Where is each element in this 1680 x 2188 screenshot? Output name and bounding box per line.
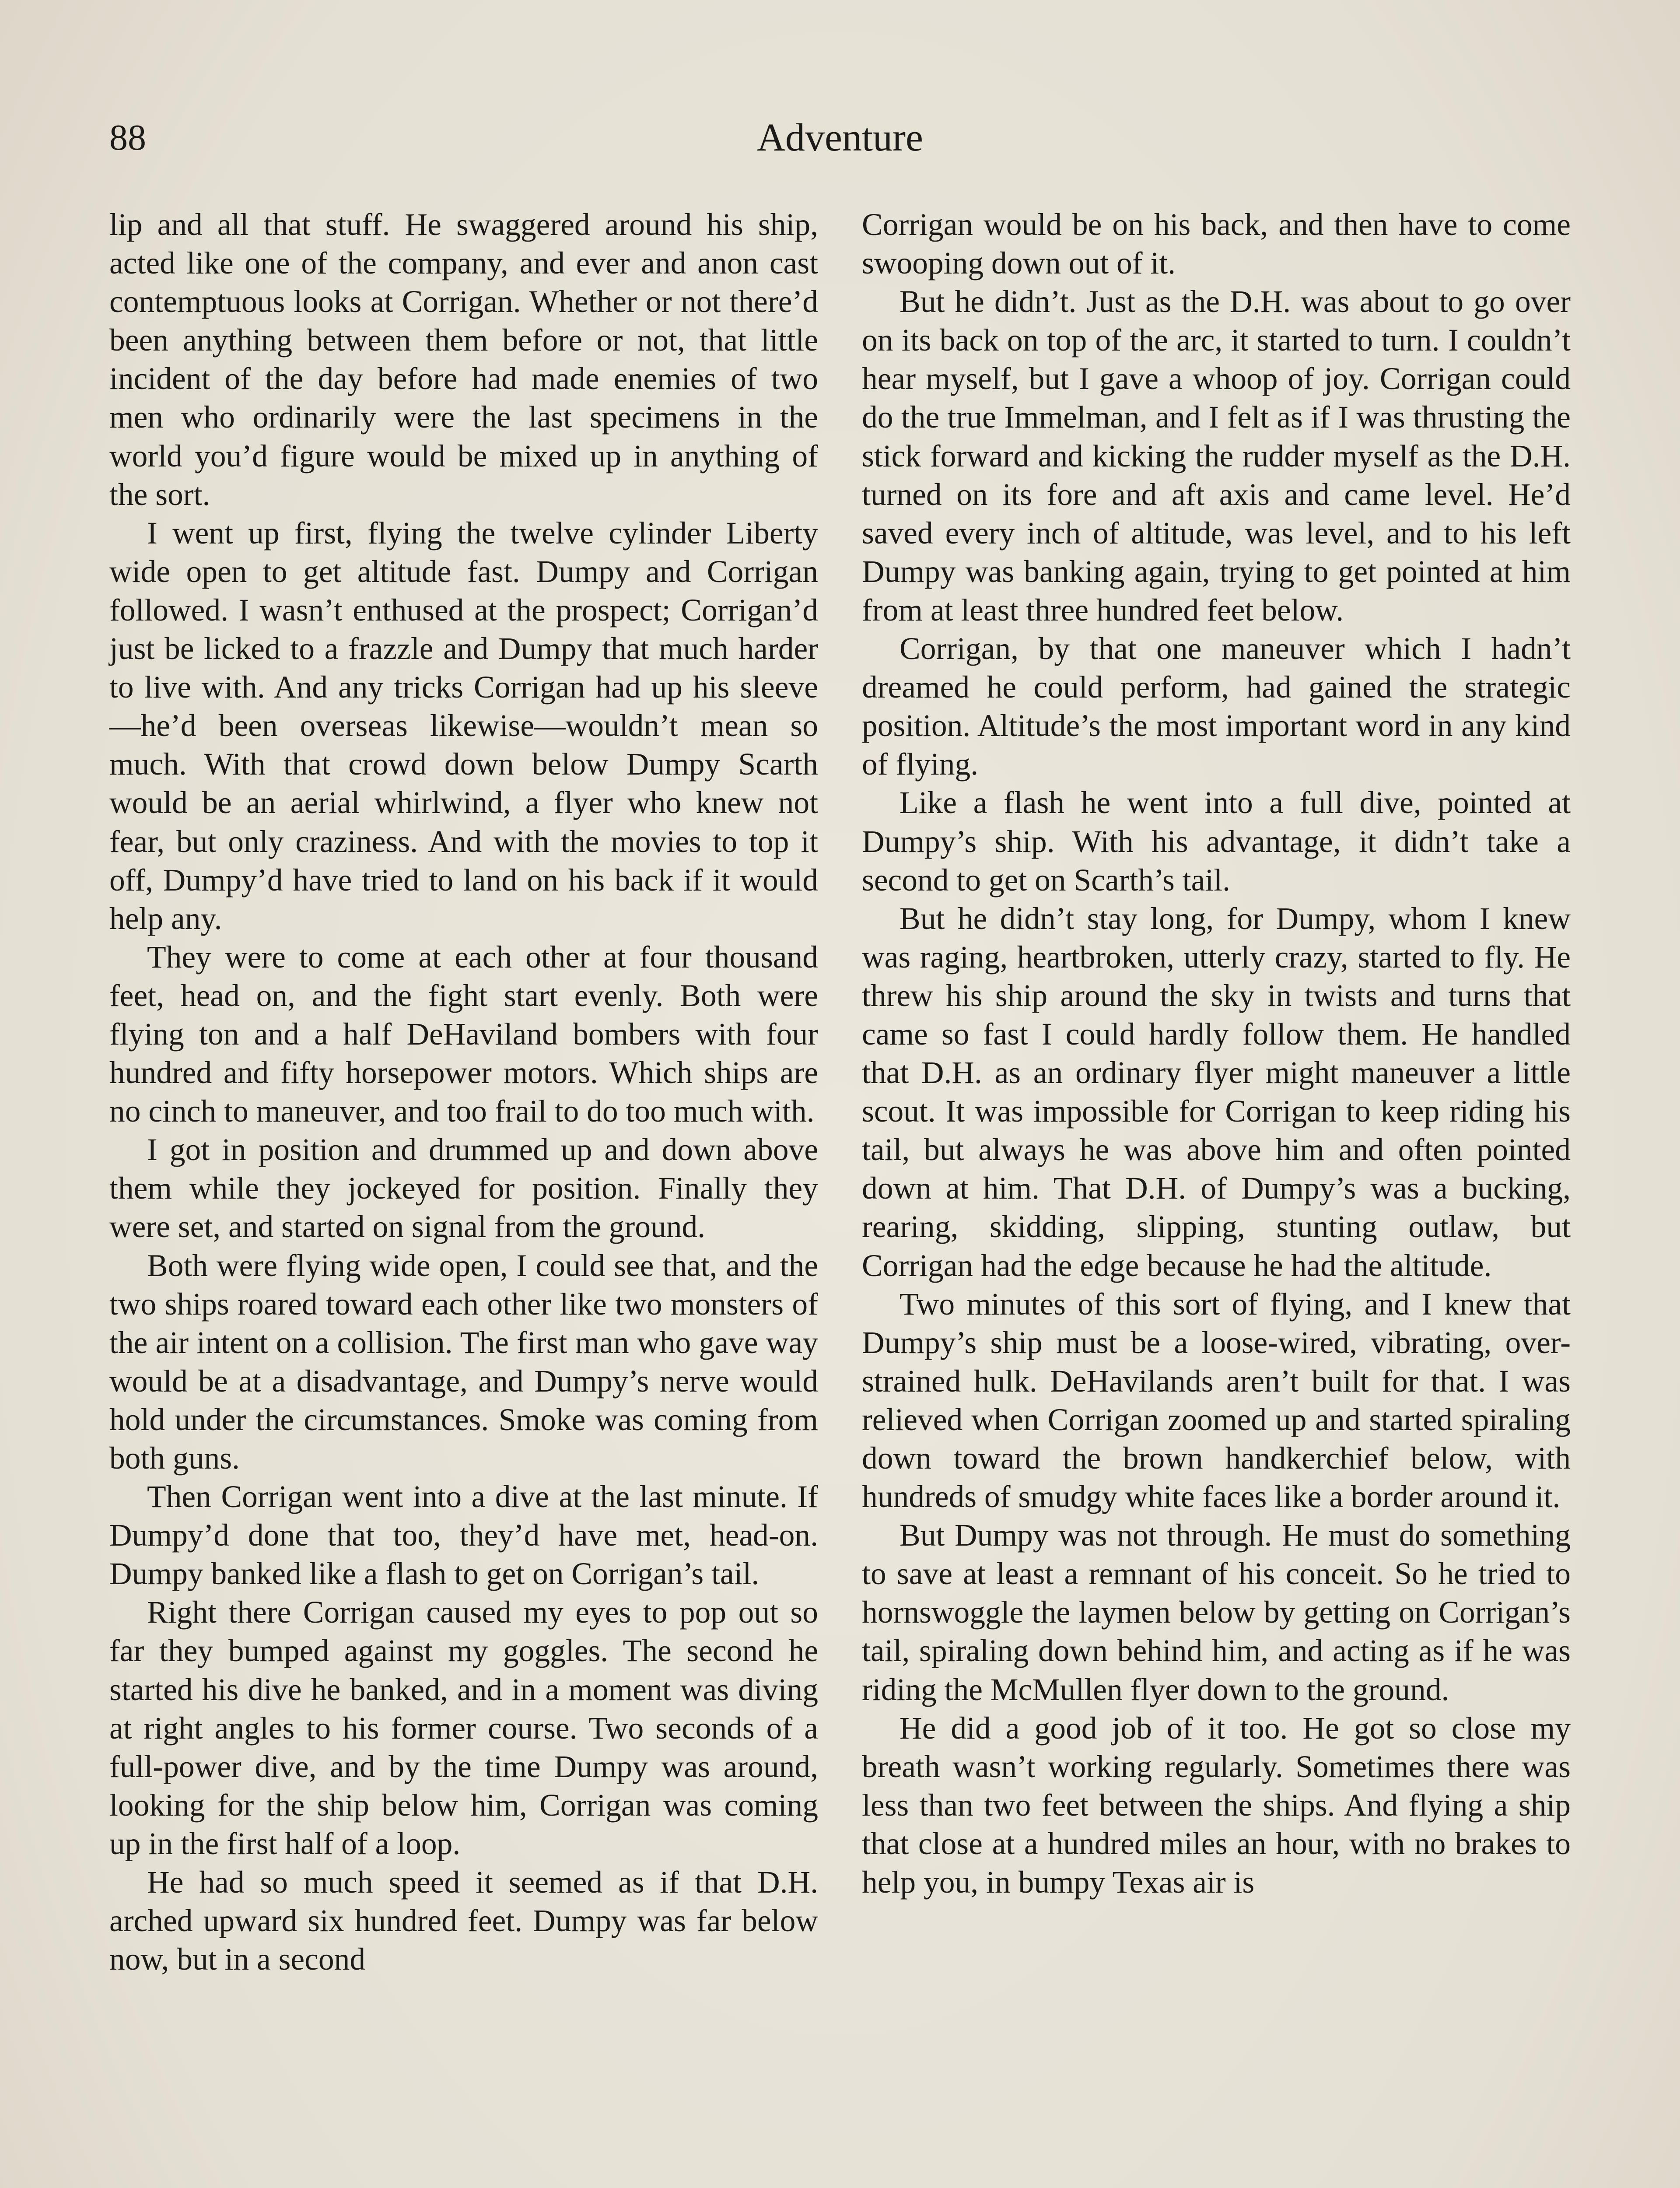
paragraph: But he didn’t. Just as the D.H. was about to go over on its back on top of the arc, it started to turn. I couldn’t hear myself, but I gave a whoop of joy. Corrigan could do the true Immelman, and I felt as if I was thrusting the stick forward and kicking the rudder myself as the D.H. turned on its fore and aft axis and came level. He’d saved every inch of altitude, was level, and to his left Dumpy was banking again, trying to get pointed at him from at least three hundred feet below. <box>862 284 1571 628</box>
paragraph: lip and all that stuff. He swaggered around his ship, acted like one of the company, and ever and anon cast contemptuous looks at Corrigan. Whether or not there’d been anything between them before or not, that little incident of the day before had made enemies of two men who ordinarily were the last specimens in the world you’d figure would be mixed up in anything of the sort. <box>109 207 818 512</box>
paragraph: Like a flash he went into a full dive, pointed at Dumpy’s ship. With his advantage, it didn’t take a second to get on Scarth’s tail. <box>862 785 1571 898</box>
paragraph: Two minutes of this sort of flying, and I knew that Dumpy’s ship must be a loose-wired, vibrating, over-strained hulk. DeHavilands aren’t built for that. I was relieved when Corrigan zoomed up and started spiraling down toward the brown handkerchief below, with hundreds of smudgy white faces like a border around it. <box>862 1287 1571 1515</box>
page-number: 88 <box>109 117 146 158</box>
paragraph: Corrigan, by that one maneuver which I hadn’t dreamed he could perform, had gained the strategic position. Altitude’s the most important word in any kind of flying. <box>862 631 1571 782</box>
paragraph: Then Corrigan went into a dive at the last minute. If Dumpy’d done that too, they’d have met, head-on. Dumpy banked like a flash to get on Corrigan’s tail. <box>109 1480 818 1592</box>
paragraph: But he didn’t stay long, for Dumpy, whom I knew was raging, heartbroken, utterly crazy, started to fly. He threw his ship around the sky in twists and turns that came so fast I could hardly follow them. He handled that D.H. as an ordinary flyer might maneuver a little scout. It was impossible for Corrigan to keep riding his tail, but always he was above him and often pointed down at him. That D.H. of Dumpy’s was a bucking, rearing, skidding, slipping, stunting outlaw, but Corrigan had the edge because he had the altitude. <box>862 901 1571 1283</box>
paragraph: Both were flying wide open, I could see that, and the two ships roared toward each other like two monsters of the air intent on a collision. The first man who gave way would be at a disadvantage, and Dumpy’s nerve would hold under the circumstances. Smoke was coming from both guns. <box>109 1248 818 1476</box>
right-column <box>862 206 1571 1902</box>
paragraph: Right there Corrigan caused my eyes to pop out so far they bumped against my goggles. The second he started his dive he banked, and in a moment was diving at right angles to his former course. Two seconds of a full-power dive, and by the time Dumpy was around, looking for the ship below him, Corrigan was coming up in the first half of a loop. <box>109 1595 818 1861</box>
paragraph: I got in position and drummed up and down above them while they jockeyed for position. Finally they were set, and started on signal from the ground. <box>109 1133 818 1245</box>
paragraph: He had so much speed it seemed as if that D.H. arched upward six hundred feet. Dumpy was far below now, but in a second <box>109 1865 818 1977</box>
paragraph: I went up first, flying the twelve cylinder Liberty wide open to get altitude fast. Dumpy and Corrigan followed. I wasn’t enthused at the prospect; Corrigan’d just be licked to a frazzle and Dumpy that much harder to live with. And any tricks Corrigan had up his sleeve—he’d been overseas likewise—wouldn’t mean so much. With that crowd down below Dumpy Scarth would be an aerial whirlwind, a flyer who knew not fear, but only craziness. And with the movies to top it off, Dumpy’d have tried to land on his back if it would help any. <box>109 515 818 936</box>
paragraph: They were to come at each other at four thousand feet, head on, and the fight start evenly. Both were flying ton and a half DeHaviland bombers with four hundred and fifty horsepower motors. Which ships are no cinch to maneuver, and too frail to do too much with. <box>109 940 818 1129</box>
paragraph: He did a good job of it too. He got so close my breath wasn’t working regularly. Sometimes there was less than two feet between the ships. And flying a ship that close at a hundred miles an hour, with no brakes to help you, in bumpy Texas air is <box>862 1711 1571 1900</box>
paragraph: But Dumpy was not through. He must do something to save at least a remnant of his conceit. So he tried to hornswoggle the laymen below by getting on Corrigan’s tail, spiraling down behind him, and acting as if he was riding the McMullen flyer down to the ground. <box>862 1518 1571 1707</box>
running-head: Adventure <box>757 116 923 159</box>
page-header <box>109 112 1571 164</box>
paragraph: Corrigan would be on his back, and then have to come swooping down out of it. <box>862 207 1571 281</box>
left-column <box>109 206 818 1979</box>
article-body <box>109 206 1571 2188</box>
